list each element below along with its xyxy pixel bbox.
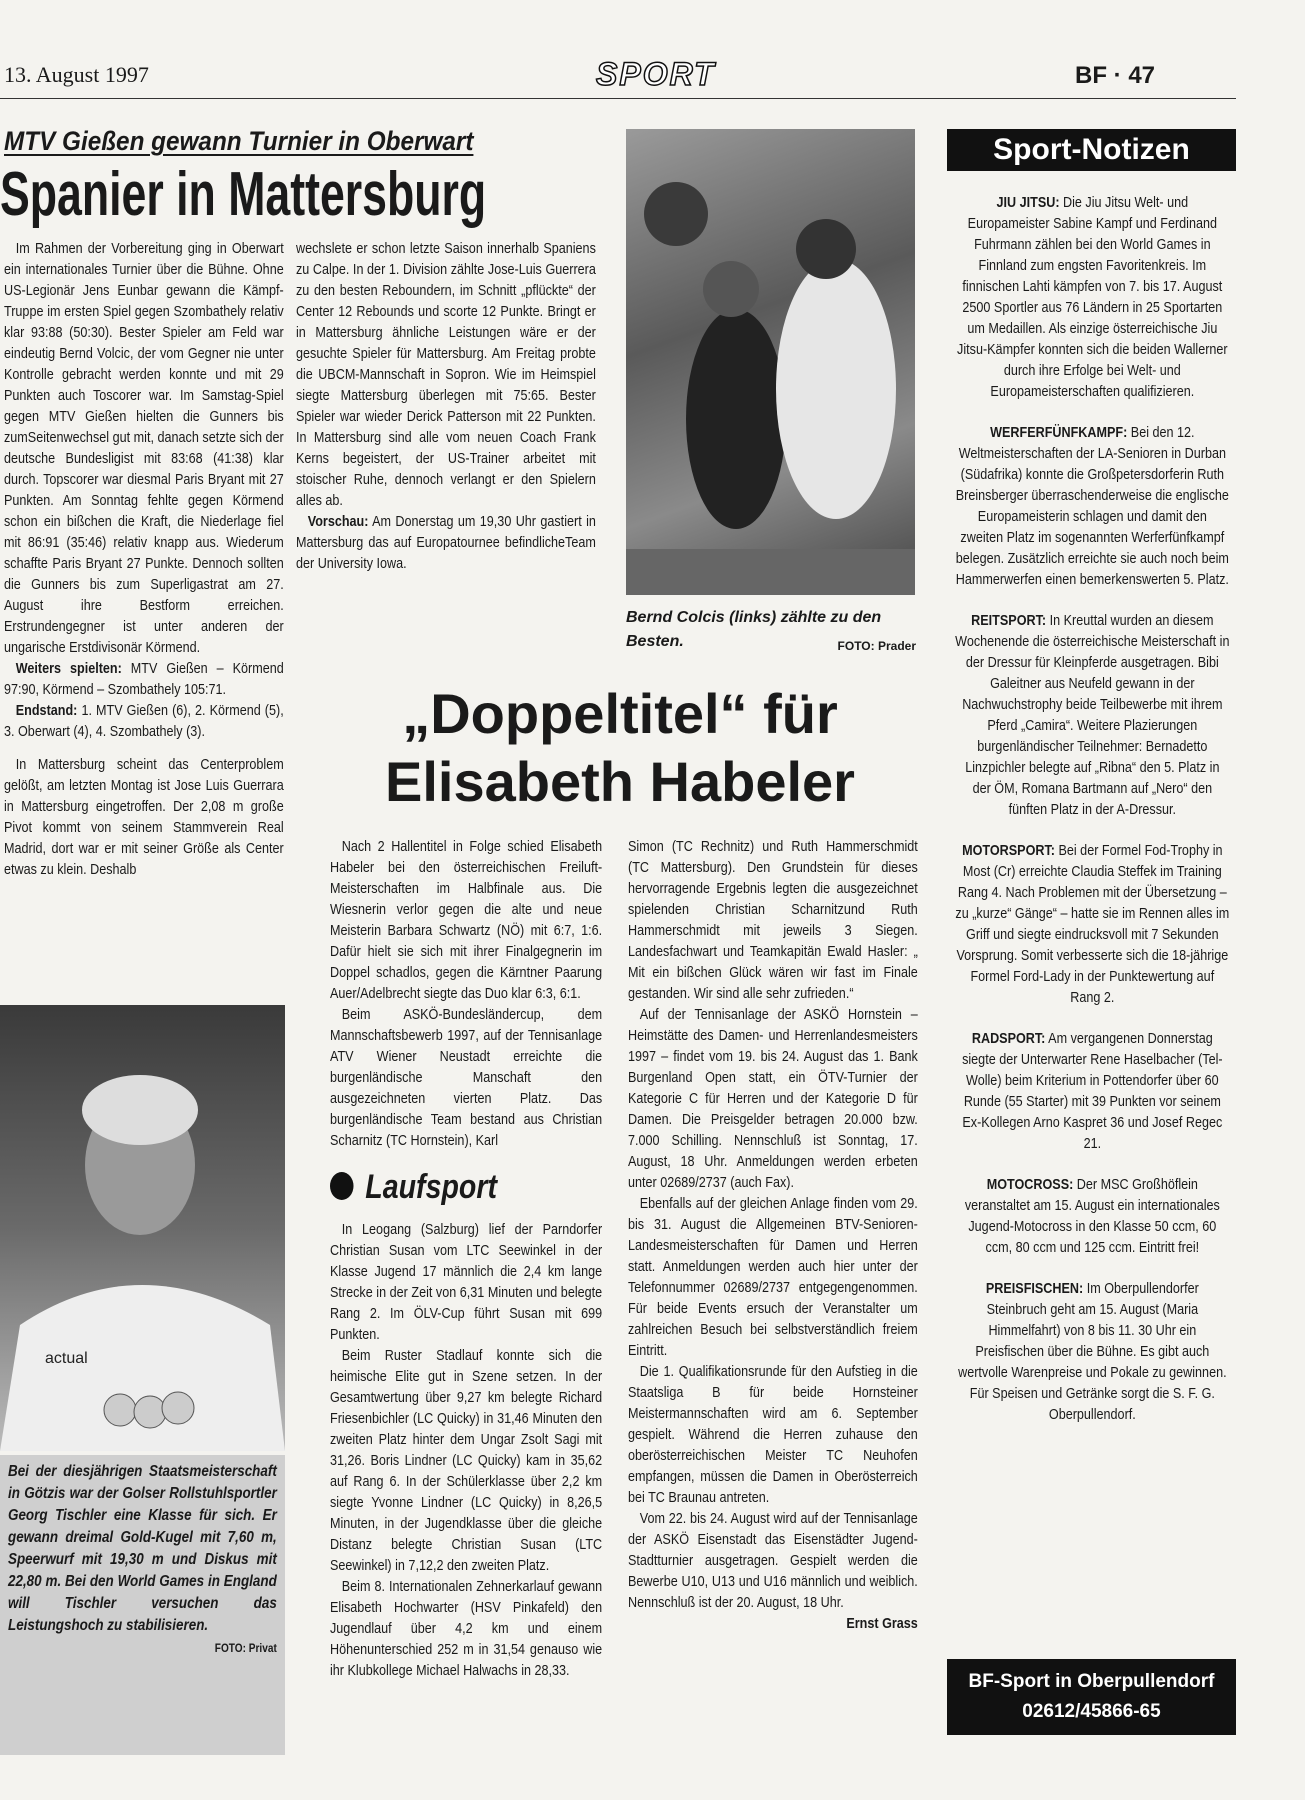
page-number: BF · 47: [1075, 62, 1156, 89]
contact-box: [947, 1659, 1236, 1735]
article-headline: Spanier in Mattersburg: [0, 160, 487, 229]
photo-caption: [626, 606, 916, 658]
issue-date: 13. August 1997: [4, 62, 149, 87]
article2-headline: „Doppeltitel“ für Elisabeth Habeler: [385, 682, 855, 813]
text: MTV Gießen – Körmend 97:90, Körmend – Szombathely 105:71.: [4, 660, 284, 698]
laufsport-heading: [330, 1165, 602, 1209]
note-item: [955, 1028, 1230, 1154]
heading-text: Laufsport: [365, 1168, 497, 1206]
section-title: SPORT: [596, 56, 716, 92]
note-label: MOTORSPORT:: [962, 842, 1055, 859]
article-kicker: MTV Gießen gewann Turnier in Oberwart: [4, 126, 474, 156]
caption-text: Bei der diesjährigen Staatsmeisterschaft in Götzis war der Golser Rollstuhlsportler Georg Tischler eine Klasse für sich. Er gewann dreimal Gold-Kugel mit 7,60 m, Speerwurf mit 19,30 m und Diskus mit 22,80 m. Bei den World Games in England will Tischler versuchen das Leistungshoch zu stabilisieren.: [8, 1463, 277, 1634]
text: 1. MTV Gießen (6), 2. Körmend (5), 3. Oberwart (4), 4. Szombathely (3).: [4, 702, 284, 740]
note-text: Bei der Formel Fod-Trophy in Most (Cr) erreichte Claudia Steffek im Training Rang 4. Nach Problemen mit der Übersetzung – zu „kurze“ Gänge“ – hatte sie im Rennen alles im Griff und siegte eindrucksvoll mit 7 Sekunden Vorsprung. Somit verbesserte sich die 18-jährige Formel Ford-Lady in der Punktewertung auf Rang 2.: [955, 842, 1230, 1006]
note-text: Die Jiu Jitsu Welt- und Europameister Sabine Kampf und Ferdinand Fuhrmann zählen bei den World Games in Finnland zum engsten Favoritenkreis. Im finnischen Lahti kämpfen von 7. bis 17. August 2500 Sportler aus 76 Ländern in 25 Sportarten um Medaillen. Als einzige österreichische Jiu Jitsu-Kämpfer konnten sich die beiden Wallerner durch ihre Erfolge bei Welt- und Europameisterschaften qualifizieren.: [957, 194, 1228, 400]
label: Weiters spielten:: [15, 660, 122, 677]
photo-credit: FOTO: Prader: [837, 639, 916, 653]
article1-column1: [4, 238, 284, 880]
note-item: [955, 1278, 1230, 1425]
person-photo-caption: [8, 1461, 277, 1659]
note-item: [955, 610, 1230, 820]
note-item: [955, 1174, 1230, 1258]
paragraph: Simon (TC Rechnitz) und Ruth Hammerschmidt (TC Mattersburg). Den Grundstein für dieses hervorragende Ergebnis legten die ausgezeichnet spielenden Christian Scharnitzund Ruth Hammerschmidt mit jeweils 3 Siegen. Landesfachwart und Teamkapitän Ewald Hasler: „ Mit ein bißchen Glück wären wir fast im Finale gestanden. Wir sind alle sehr zufrieden.“: [628, 838, 918, 1002]
note-item: [955, 192, 1230, 402]
paragraph: [4, 700, 284, 742]
article2-column2: [628, 836, 918, 1634]
paragraph: Beim ASKÖ-Bundesländercup, dem Mannschaftsbewerb 1997, auf der Tennisanlage ATV Wiener Neustadt erreichte die burgenländische Manschaft den ausgezeichneten vierten Platz. Das burgenländische Team bestand aus Christian Scharnitz (TC Hornstein), Karl: [330, 1006, 603, 1149]
article2-column1: [330, 836, 602, 1681]
author: Ernst Grass: [846, 1615, 918, 1632]
paragraph: Die 1. Qualifikationsrunde für den Aufstieg in die Staatsliga B für beide Hornsteiner Meistermannschaften wird am 6. September gespielt. Während die Herren zuhause den oberösterreichischen Meister TC Neuhofen empfangen, müssen die Damen in Oberösterreich bei TC Braunau antreten.: [628, 1363, 918, 1506]
text: Am Donerstag um 19,30 Uhr gastiert in Mattersburg das auf Europatournee befindlicheTeam der University Iowa.: [296, 513, 596, 572]
note-label: JIU JITSU:: [996, 194, 1060, 211]
label: Vorschau:: [307, 513, 369, 530]
paragraph: Im Rahmen der Vorbereitung ging in Oberwart ein internationales Turnier über die Bühne. Ohne US-Legionär Jens Eunbar gewann die Kämpf-Truppe im ersten Spiel gegen Szombathely relativ klar 93:88 (50:30). Bester Spieler am Feld war eindeutig Bernd Volcic, der vom Gegner nie unter Kontrolle gebracht werden konnte und mit 29 Punkten auch Toscorer war. Im Samstag-Spiel gegen MTV Gießen hielten die Gunners bis zumSeitenwechsel gut mit, danach setzte sich der deutsche Bundesligist mit 83:68 (41:38) klar durch. Topscorer war diesmal Paris Bryant mit 27 Punkten. Am Sonntag fehlte gegen Körmend schon ein bißchen die Kraft, die Niederlage fiel mit 86:91 (35:46) relativ knapp aus. Wiederum schaffte Paris Bryant 27 Punkte. Dennoch sollten die Gunners bis zum Superligastrat am 27. August ihre Bestform erreichen. Erstrundengegner ist unter anderen der ungarische Erstdivisonär Körmend.: [4, 240, 284, 656]
note-label: MOTOCROSS:: [986, 1176, 1074, 1193]
note-label: PREISFISCHEN:: [985, 1280, 1084, 1297]
paragraph: [296, 511, 596, 574]
sidebar-title: Sport-Notizen: [947, 129, 1236, 171]
paragraph: In Mattersburg scheint das Centerproblem gelößt, am letzten Montag ist Jose Luis Guerrara in Mattersburg eingetroffen. Der 2,08 m große Pivot kommt von seinem Stammverein Real Madrid, dort war er mit seiner Größe als Center etwas zu klein. Deshalb: [4, 756, 284, 878]
note-label: REITSPORT:: [971, 612, 1047, 629]
note-text: Bei den 12. Weltmeisterschaften der LA-Senioren in Durban (Südafrika) konnte die Großpetersdorferin Ruth Breinsberger überraschenderweise die englische Europameisterin schlagen und damit den zweiten Platz im sogenannten Werferfünfkampf belegen. Zusätzlich erreichte sie auch noch beim Hammerwerfen einen bemerkenswerten 5. Platz.: [955, 424, 1229, 588]
article1-column2: [296, 238, 596, 574]
contact-title: BF-Sport in Oberpullendorf: [968, 1671, 1215, 1692]
contact-phone: 02612/45866-65: [1022, 1701, 1161, 1722]
paragraph: Beim Ruster Stadlauf konnte sich die heimische Elite gut in Szene setzen. In der Gesamtwertung über 9,27 km belegte Richard Friesenbichler (LC Quicky) in 31,46 Minuten den zweiten Platz hinter dem Ungar Zsolt Sagi mit 31,26. Boris Lindner (LC Quicky) kam in 35,62 auf Rang 6. In der Schülerklasse über 2,2 km siegte Yvonne Lindner (LC Quicky) in 8,26,5 Minuten, in der Jugendklasse über die gleiche Distanz belegte Christian Susan (LTC Seewinkel) in 7,12,2 den zweiten Platz.: [330, 1347, 603, 1574]
header-rule: [0, 98, 1236, 99]
person-photo: [0, 1005, 285, 1451]
bullet-icon: [330, 1172, 354, 1200]
paragraph: In Leogang (Salzburg) lief der Parndorfer Christian Susan vom LTC Seewinkel in der Klasse Jugend 17 männlich die 2,4 km lange Strecke in der Zeit von 6,31 Minuten und belegte Rang 2. Im ÖLV-Cup führt Susan mit 699 Punkten.: [330, 1221, 603, 1343]
paragraph: Auf der Tennisanlage der ASKÖ Hornstein – Heimstätte des Damen- und Herrenlandesmeisters 1997 – findet vom 19. bis 24. August das 1. Bank Burgenland Open statt, ein ÖTV-Turnier der Kategorie C für Herren und der Kategorie D für Damen. Die Preisgelder betragen 20.000 bzw. 7.000 Schilling. Nennschluß ist Sonntag, 17. August, 18 Uhr. Anmeldungen werden erbeten unter 02689/2737 (auch Fax).: [628, 1006, 918, 1191]
paragraph: Ebenfalls auf der gleichen Anlage finden vom 29. bis 31. August die Allgemeinen BTV-Senioren-Landesmeisterschaften für Damen und Herren statt. Anmeldungen werden auch hier unter der Telefonnummer 02689/2737 entgegengenommen. Für beide Events ersuch der Veranstalter um zahlreichen Besuch bei selbstverständlich freiem Eintritt.: [628, 1195, 918, 1359]
paragraph: wechslete er schon letzte Saison innerhalb Spaniens zu Calpe. In der 1. Division zählte Jose-Luis Guerrera zu den besten Reboundern, im Schnitt „pflückte“ der Center 12 Rebounds und scorte 12 Punkte. Bringt er in Mattersburg ähnliche Leistungen wäre er der gesuchte Spieler für Mattersburg. Am Freitag probte die UBCM-Mannschaft in Sopron. Wie im Heimspiel siegte Mattersburg überlegen mit 75:65. Bester Spieler war wieder Derick Patterson mit 22 Punkten. In Mattersburg sind alle vom neuen Coach Frank Kerns begeistert, der US-Trainer arbeitet mit stoischer Ruhe, dennoch verlangt er den Spielern alles ab.: [296, 240, 596, 509]
sport-notes: [955, 192, 1230, 1445]
note-item: [955, 422, 1230, 590]
label: Endstand:: [15, 702, 78, 719]
note-text: Im Oberpullendorfer Steinbruch geht am 15. August (Maria Himmelfahrt) von 8 bis 11. 30 Uhr ein Preisfischen über die Bühne. Es gibt auch wertvolle Warenpreise und Pokale zu gewinnen. Für Speisen und Getränke sorgt die S. F. G. Oberpullendorf.: [958, 1280, 1227, 1423]
note-text: In Kreuttal wurden an diesem Wochenende die österreichische Meisterschaft in der Dressur für Kleinpferde ausgetragen. Bibi Galeitner aus Neufeld gewann in der Nachwuchstrophy beide Teilbewerbe mit ihrem Pferd „Camira“. Weitere Plazierungen burgenländischer Teilnehmer: Bernadetto Linzpichler belegte auf „Ribna“ den 5. Platz in der ÖM, Romana Bartmann auf „Nero“ den fünften Platz in der A-Dressur.: [955, 612, 1230, 818]
caption-text: Bernd Colcis (links) zählte zu den Besten.: [626, 609, 882, 650]
paragraph: Beim 8. Internationalen Zehnerkarlauf gewann Elisabeth Hochwarter (HSV Pinkafeld) den Jugendlauf über 4,2 km und einem Höhenunterschied 252 m in 31,54 genauso wie ihr Klubkollege Michael Halwachs in 28,33.: [330, 1578, 603, 1679]
paragraph: Vom 22. bis 24. August wird auf der Tennisanlage der ASKÖ Eisenstadt das Eisenstädter Jugend-Stadtturnier ausgetragen. Gespielt werden die Bewerbe U10, U13 und U16 männlich und weiblich. Nennschluß ist der 20. August, 18 Uhr.: [628, 1510, 918, 1611]
note-label: WERFERFÜNFKAMPF:: [990, 424, 1128, 441]
note-text: Der MSC Großhöflein veranstaltet am 15. August ein internationales Jugend-Motocross in den Klasse 50 ccm, 60 ccm, 80 ccm und 125 ccm. Eintritt frei!: [964, 1176, 1220, 1256]
basketball-players-image: [626, 129, 915, 595]
basketball-photo: [626, 129, 915, 595]
note-item: [955, 840, 1230, 1008]
photo-credit: FOTO: Privat: [214, 1641, 277, 1655]
shirt-text: actual: [45, 1350, 88, 1367]
note-text: Am vergangenen Donnerstag siegte der Unterwarter Rene Haselbacher (Tel-Wolle) beim Kriterium in Pottendorfer über 60 Runde (55 Starter) mit 39 Punkten vor seinem Ex-Kollegen Arno Kaspret 36 und Josef Regec 21.: [962, 1030, 1223, 1152]
note-label: RADSPORT:: [971, 1030, 1046, 1047]
athlete-image: [0, 1005, 285, 1451]
paragraph: [4, 658, 284, 700]
paragraph: Nach 2 Hallentitel in Folge schied Elisabeth Habeler bei den österreichischen Freiluft-Meisterschaften im Halbfinale aus. Die Wiesnerin verlor gegen die alte und neue Meisterin Barbara Schwartz (NÖ) mit 6:7, 1:6. Dafür hielt sie sich mit ihrer Finalgegnerin im Doppel schadlos, gegen die Kärntner Paarung Auer/Adelbrecht siegte das Duo klar 6:3, 6:1.: [330, 838, 603, 1002]
